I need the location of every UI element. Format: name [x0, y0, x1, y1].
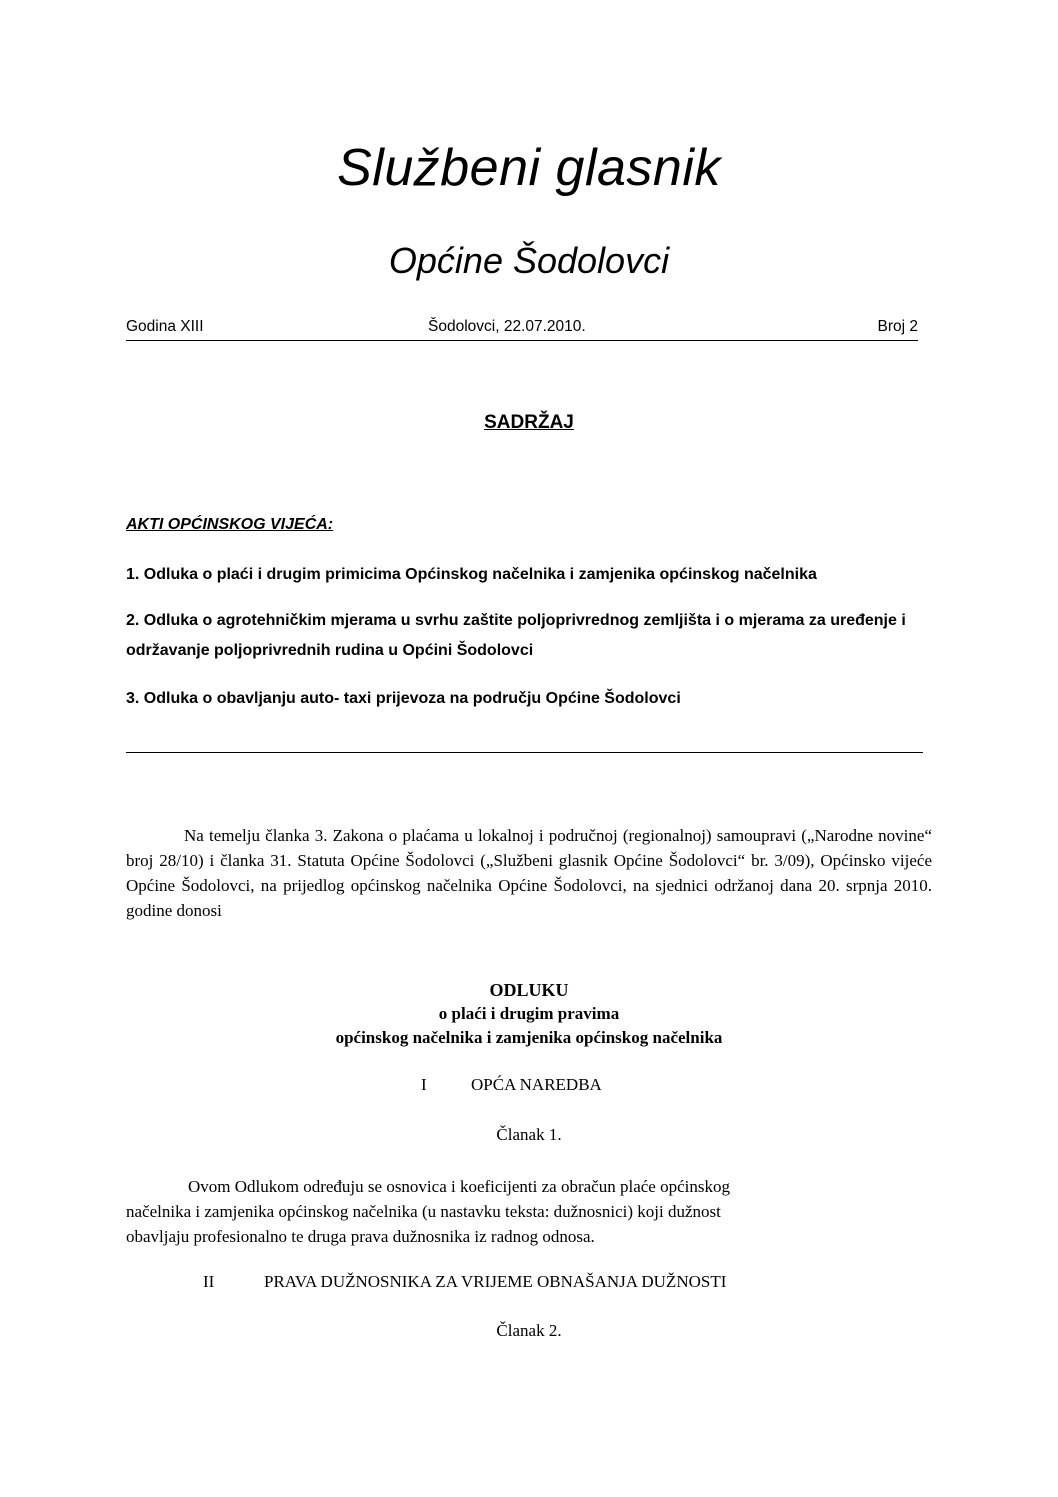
separator-line — [126, 752, 923, 753]
issue-year: Godina XIII — [126, 318, 204, 335]
gazette-title: Službeni glasnik — [337, 139, 721, 197]
decision-subtitle: o plaći i drugim pravima — [438, 1004, 620, 1023]
contents-item: 3. Odluka o obavljanju auto- taxi prijevoza na području Općine Šodolovci — [126, 690, 681, 707]
article-line: obavljaju profesionalno te druga prava dužnosnika iz radnog odnosa. — [126, 1227, 595, 1246]
article-body — [126, 1174, 886, 1249]
section-number: I — [421, 1075, 427, 1094]
article-line: načelnika i zamjenika općinskog načelnika (u nastavku teksta: dužnosnici) koji dužnost — [126, 1202, 721, 1221]
decision-preamble: Na temelju članka 3. Zakona o plaćama u lokalnoj i područnoj (regionalnoj) samoupravi („Narodne novine“ broj 28/10) i članka 31. Statuta Općine Šodolovci („Službeni glasnik Općine Šodolovci“ br. 3/09), Općinsko vijeće Općine Šodolovci, na prijedlog općinskog načelnika Općine Šodolovci, na sjednici održanoj dana 20. srpnja 2010. godine donosi — [126, 826, 932, 920]
contents-item: 1. Odluka o plaći i drugim primicima Općinskog načelnika i zamjenika općinskog načelnika — [126, 566, 817, 583]
gazette-subtitle: Općine Šodolovci — [388, 240, 670, 281]
section-title: OPĆA NAREDBA — [471, 1075, 602, 1094]
contents-section-heading: AKTI OPĆINSKOG VIJEĆA: — [126, 516, 334, 533]
contents-item: 2. Odluka o agrotehničkim mjerama u svrhu zaštite poljoprivrednog zemljišta i o mjerama za uređenje i održavanje poljoprivrednih rudina u Općini Šodolovci — [126, 612, 906, 659]
article-label: Članak 1. — [496, 1125, 562, 1144]
issue-place-date: Šodolovci, 22.07.2010. — [428, 318, 586, 335]
section-number: II — [203, 1272, 215, 1291]
decision-subtitle: općinskog načelnika i zamjenika općinskog načelnika — [335, 1028, 723, 1047]
issue-info-line — [126, 318, 918, 341]
article-label: Članak 2. — [496, 1321, 562, 1340]
section-title: PRAVA DUŽNOSNIKA ZA VRIJEME OBNAŠANJA DUŽNOSTI — [264, 1272, 727, 1291]
issue-number: Broj 2 — [877, 318, 918, 335]
article-line: Ovom Odlukom određuju se osnovica i koeficijenti za obračun plaće općinskog — [188, 1177, 730, 1196]
decision-title: ODLUKU — [489, 980, 569, 1000]
contents-heading: SADRŽAJ — [484, 412, 574, 433]
